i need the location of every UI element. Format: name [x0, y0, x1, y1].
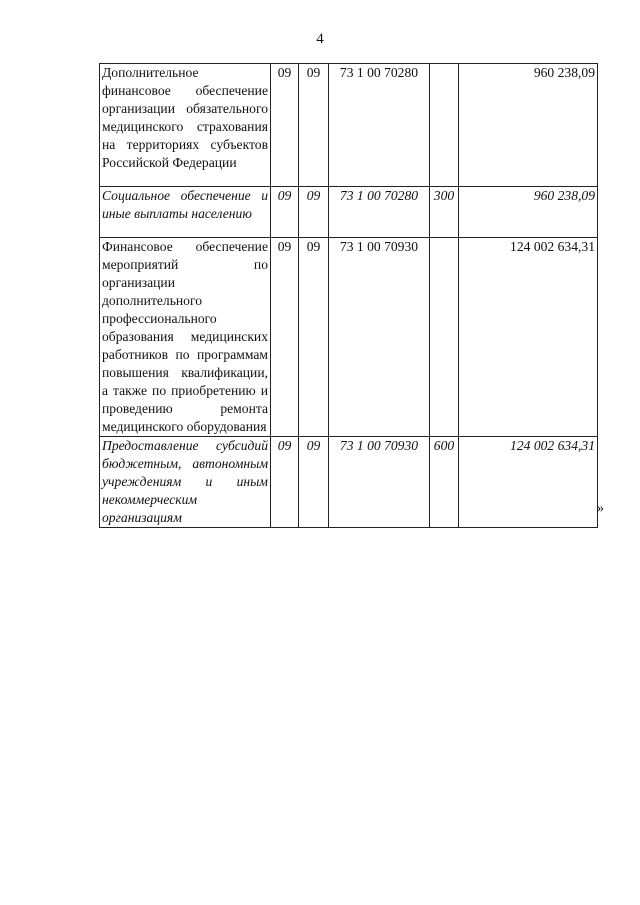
row-description: Социальное обеспечение и иные выплаты населению: [100, 187, 271, 238]
target-article-code: 73 1 00 70930: [329, 238, 430, 437]
amount: 124 002 634,31: [459, 437, 598, 528]
page-number: 4: [316, 31, 324, 47]
target-article-code: 73 1 00 70280: [329, 187, 430, 238]
subsection-code: 09: [299, 187, 329, 238]
section-code: 09: [271, 238, 299, 437]
row-description: Финансовое обеспечение мероприятий по организации дополнительного профессионального образования медицинских работников по программам повышения квалификации, а также по приобретению и проведению ремонта медицинского оборудования: [100, 238, 271, 437]
expense-type-code: 600: [430, 437, 459, 528]
amount: 960 238,09: [459, 64, 598, 187]
table-row: [100, 187, 598, 238]
amount: 124 002 634,31: [459, 238, 598, 437]
subsection-code: 09: [299, 64, 329, 187]
section-code: 09: [271, 437, 299, 528]
table-row: [100, 64, 598, 187]
table-row: [100, 437, 598, 528]
expense-type-code: [430, 238, 459, 437]
budget-table: [99, 63, 598, 528]
target-article-code: 73 1 00 70280: [329, 64, 430, 187]
target-article-code: 73 1 00 70930: [329, 437, 430, 528]
section-code: 09: [271, 187, 299, 238]
closing-quote-mark: »: [597, 501, 604, 516]
subsection-code: 09: [299, 437, 329, 528]
amount: 960 238,09: [459, 187, 598, 238]
expense-type-code: [430, 64, 459, 187]
section-code: 09: [271, 64, 299, 187]
subsection-code: 09: [299, 238, 329, 437]
row-description: Дополнительное финансовое обеспечение организации обязательного медицинского страхования на территориях субъектов Российской Федерации: [100, 64, 271, 187]
row-description: Предоставление субсидий бюджетным, автономным учреждениям и иным некоммерческим организациям: [100, 437, 271, 528]
expense-type-code: 300: [430, 187, 459, 238]
table-row: [100, 238, 598, 437]
